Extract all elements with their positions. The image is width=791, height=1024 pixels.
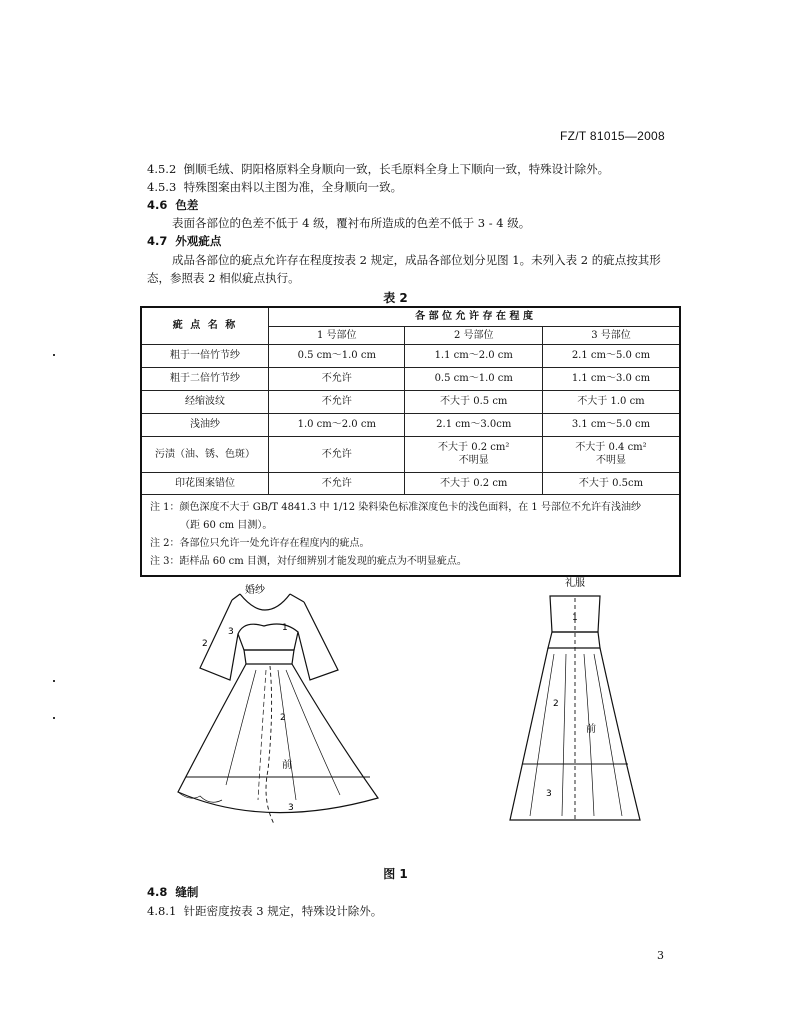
zone-3-value: 2.1 cm～5.0 cm: [542, 344, 680, 367]
zone-3-value: [542, 436, 680, 472]
zone-1-value: 1.0 cm～2.0 cm: [269, 413, 405, 436]
zone-2-value-line-1: 不大于 0.2 cm²: [438, 442, 510, 453]
front-label: 前: [282, 760, 292, 771]
defects-text-2: 态，参照表 2 相似疵点执行。: [147, 271, 300, 285]
scan-speck: [53, 680, 55, 682]
heading-4-6: [147, 197, 198, 213]
clause-4-5-3: [147, 179, 402, 195]
defects-text-1: 成品各部位的疵点允许存在程度按表 2 规定，成品各部位划分见图 1。未列入表 2 的疵点按其形: [172, 253, 661, 267]
heading-number: 4.7: [147, 234, 168, 248]
zone-2-value: 不大于 0.2 cm: [405, 472, 543, 494]
table-2: [140, 306, 681, 577]
table-2-caption: 表 2: [383, 291, 408, 305]
zone-3-value: 1.1 cm～3.0 cm: [542, 367, 680, 390]
heading-number: 4.6: [147, 198, 168, 212]
table-row: [141, 472, 680, 494]
defect-name: 粗于二倍竹节纱: [141, 367, 269, 390]
color-diff-text: 表面各部位的色差不低于 4 级，覆衬布所造成的色差不低于 3 - 4 级。: [172, 216, 531, 230]
table-row: [141, 367, 680, 390]
zone-label: 2: [202, 639, 208, 649]
zone-1-value: 不允许: [269, 436, 405, 472]
scan-speck: [53, 354, 55, 356]
note-1-line-1: 注 1：颜色深度不大于 GB/T 4841.3 中 1/12 染料染色标准深度色卡的浅色面料，在 1 号部位不允许有浅油纱: [150, 501, 641, 513]
table-notes-row: [141, 494, 680, 576]
zone-3-value: 3.1 cm～5.0 cm: [542, 413, 680, 436]
heading-4-7: [147, 233, 221, 249]
evening-gown-drawing: [510, 596, 640, 820]
table-row: [141, 413, 680, 436]
heading-title: 色差: [175, 198, 199, 212]
table-notes: [141, 494, 680, 576]
zone-label: 1: [572, 613, 578, 623]
page-number: 3: [657, 949, 664, 962]
zone-3-value-line-1: 不大于 0.4 cm²: [575, 442, 647, 453]
zone-3-value: 不大于 0.5cm: [542, 472, 680, 494]
clause-4-8-1: [147, 903, 382, 919]
table-row: [141, 436, 680, 472]
figure-1-drawing: [170, 570, 650, 850]
zone-1-value: 不允许: [269, 472, 405, 494]
figure-right-title: 礼服: [565, 578, 585, 589]
defect-name: 污渍（油、锈、色斑）: [141, 436, 269, 472]
heading-title: 缝制: [175, 885, 199, 899]
figure-1-caption: 图 1: [383, 867, 408, 881]
figure-left-title: 婚纱: [245, 585, 265, 596]
clause-4-5-2: [147, 161, 609, 177]
zone-2-value: 0.5 cm～1.0 cm: [405, 367, 543, 390]
heading-title: 外观疵点: [175, 234, 222, 248]
clause-text: 倒顺毛绒、阴阳格原料全身顺向一致，长毛原料全身上下顺向一致，特殊设计除外。: [183, 162, 610, 176]
header-zone-3: 3 号部位: [542, 326, 680, 344]
table-row: [141, 390, 680, 413]
defect-name: 粗于一倍竹节纱: [141, 344, 269, 367]
zone-2-value: [405, 436, 543, 472]
zone-3-value-line-2: 不明显: [595, 455, 626, 466]
defect-name: 经缩波纹: [141, 390, 269, 413]
front-label: 前: [586, 724, 596, 735]
header-allowance-group: 各 部 位 允 许 存 在 程 度: [269, 307, 680, 326]
zone-1-value: 0.5 cm～1.0 cm: [269, 344, 405, 367]
zone-1-value: 不允许: [269, 367, 405, 390]
standard-number: FZ/T 81015—2008: [559, 129, 665, 143]
table-row: [141, 344, 680, 367]
zone-label: 2: [280, 713, 286, 723]
clause-number: 4.8.1: [147, 904, 177, 918]
zone-3-value: 不大于 1.0 cm: [542, 390, 680, 413]
zone-2-value: 不大于 0.5 cm: [405, 390, 543, 413]
heading-4-8: [147, 884, 198, 900]
clause-number: 4.5.3: [147, 180, 177, 194]
zone-label: 1: [282, 623, 288, 633]
figure-1: [170, 570, 650, 854]
zone-2-value: 1.1 cm～2.0 cm: [405, 344, 543, 367]
clause-text: 特殊图案由料以主图为准，全身顺向一致。: [183, 180, 403, 194]
note-3: 注 3：距样品 60 cm 目测，対仔细辨别才能发现的疵点为不明显疵点。: [150, 555, 467, 567]
clause-number: 4.5.2: [147, 162, 177, 176]
wedding-dress-drawing: [178, 594, 378, 824]
zone-label: 3: [288, 803, 294, 813]
note-1-line-2: （距 60 cm 目测）。: [180, 519, 273, 531]
defect-name: 印花图案错位: [141, 472, 269, 494]
zone-label: 3: [546, 789, 552, 799]
heading-number: 4.8: [147, 885, 168, 899]
header-defect-name: 疵 点 名 称: [141, 307, 269, 344]
zone-label: 3: [228, 627, 234, 637]
note-2: 注 2：各部位只允许一处允许存在程度内的疵点。: [150, 537, 370, 549]
zone-label: 2: [553, 699, 559, 709]
header-zone-2: 2 号部位: [405, 326, 543, 344]
clause-text: 针距密度按表 3 规定，特殊设计除外。: [183, 904, 383, 918]
scan-speck: [53, 717, 55, 719]
zone-2-value-line-2: 不明显: [458, 455, 489, 466]
zone-2-value: 2.1 cm～3.0cm: [405, 413, 543, 436]
defect-name: 浅油纱: [141, 413, 269, 436]
zone-1-value: 不允许: [269, 390, 405, 413]
header-zone-1: 1 号部位: [269, 326, 405, 344]
